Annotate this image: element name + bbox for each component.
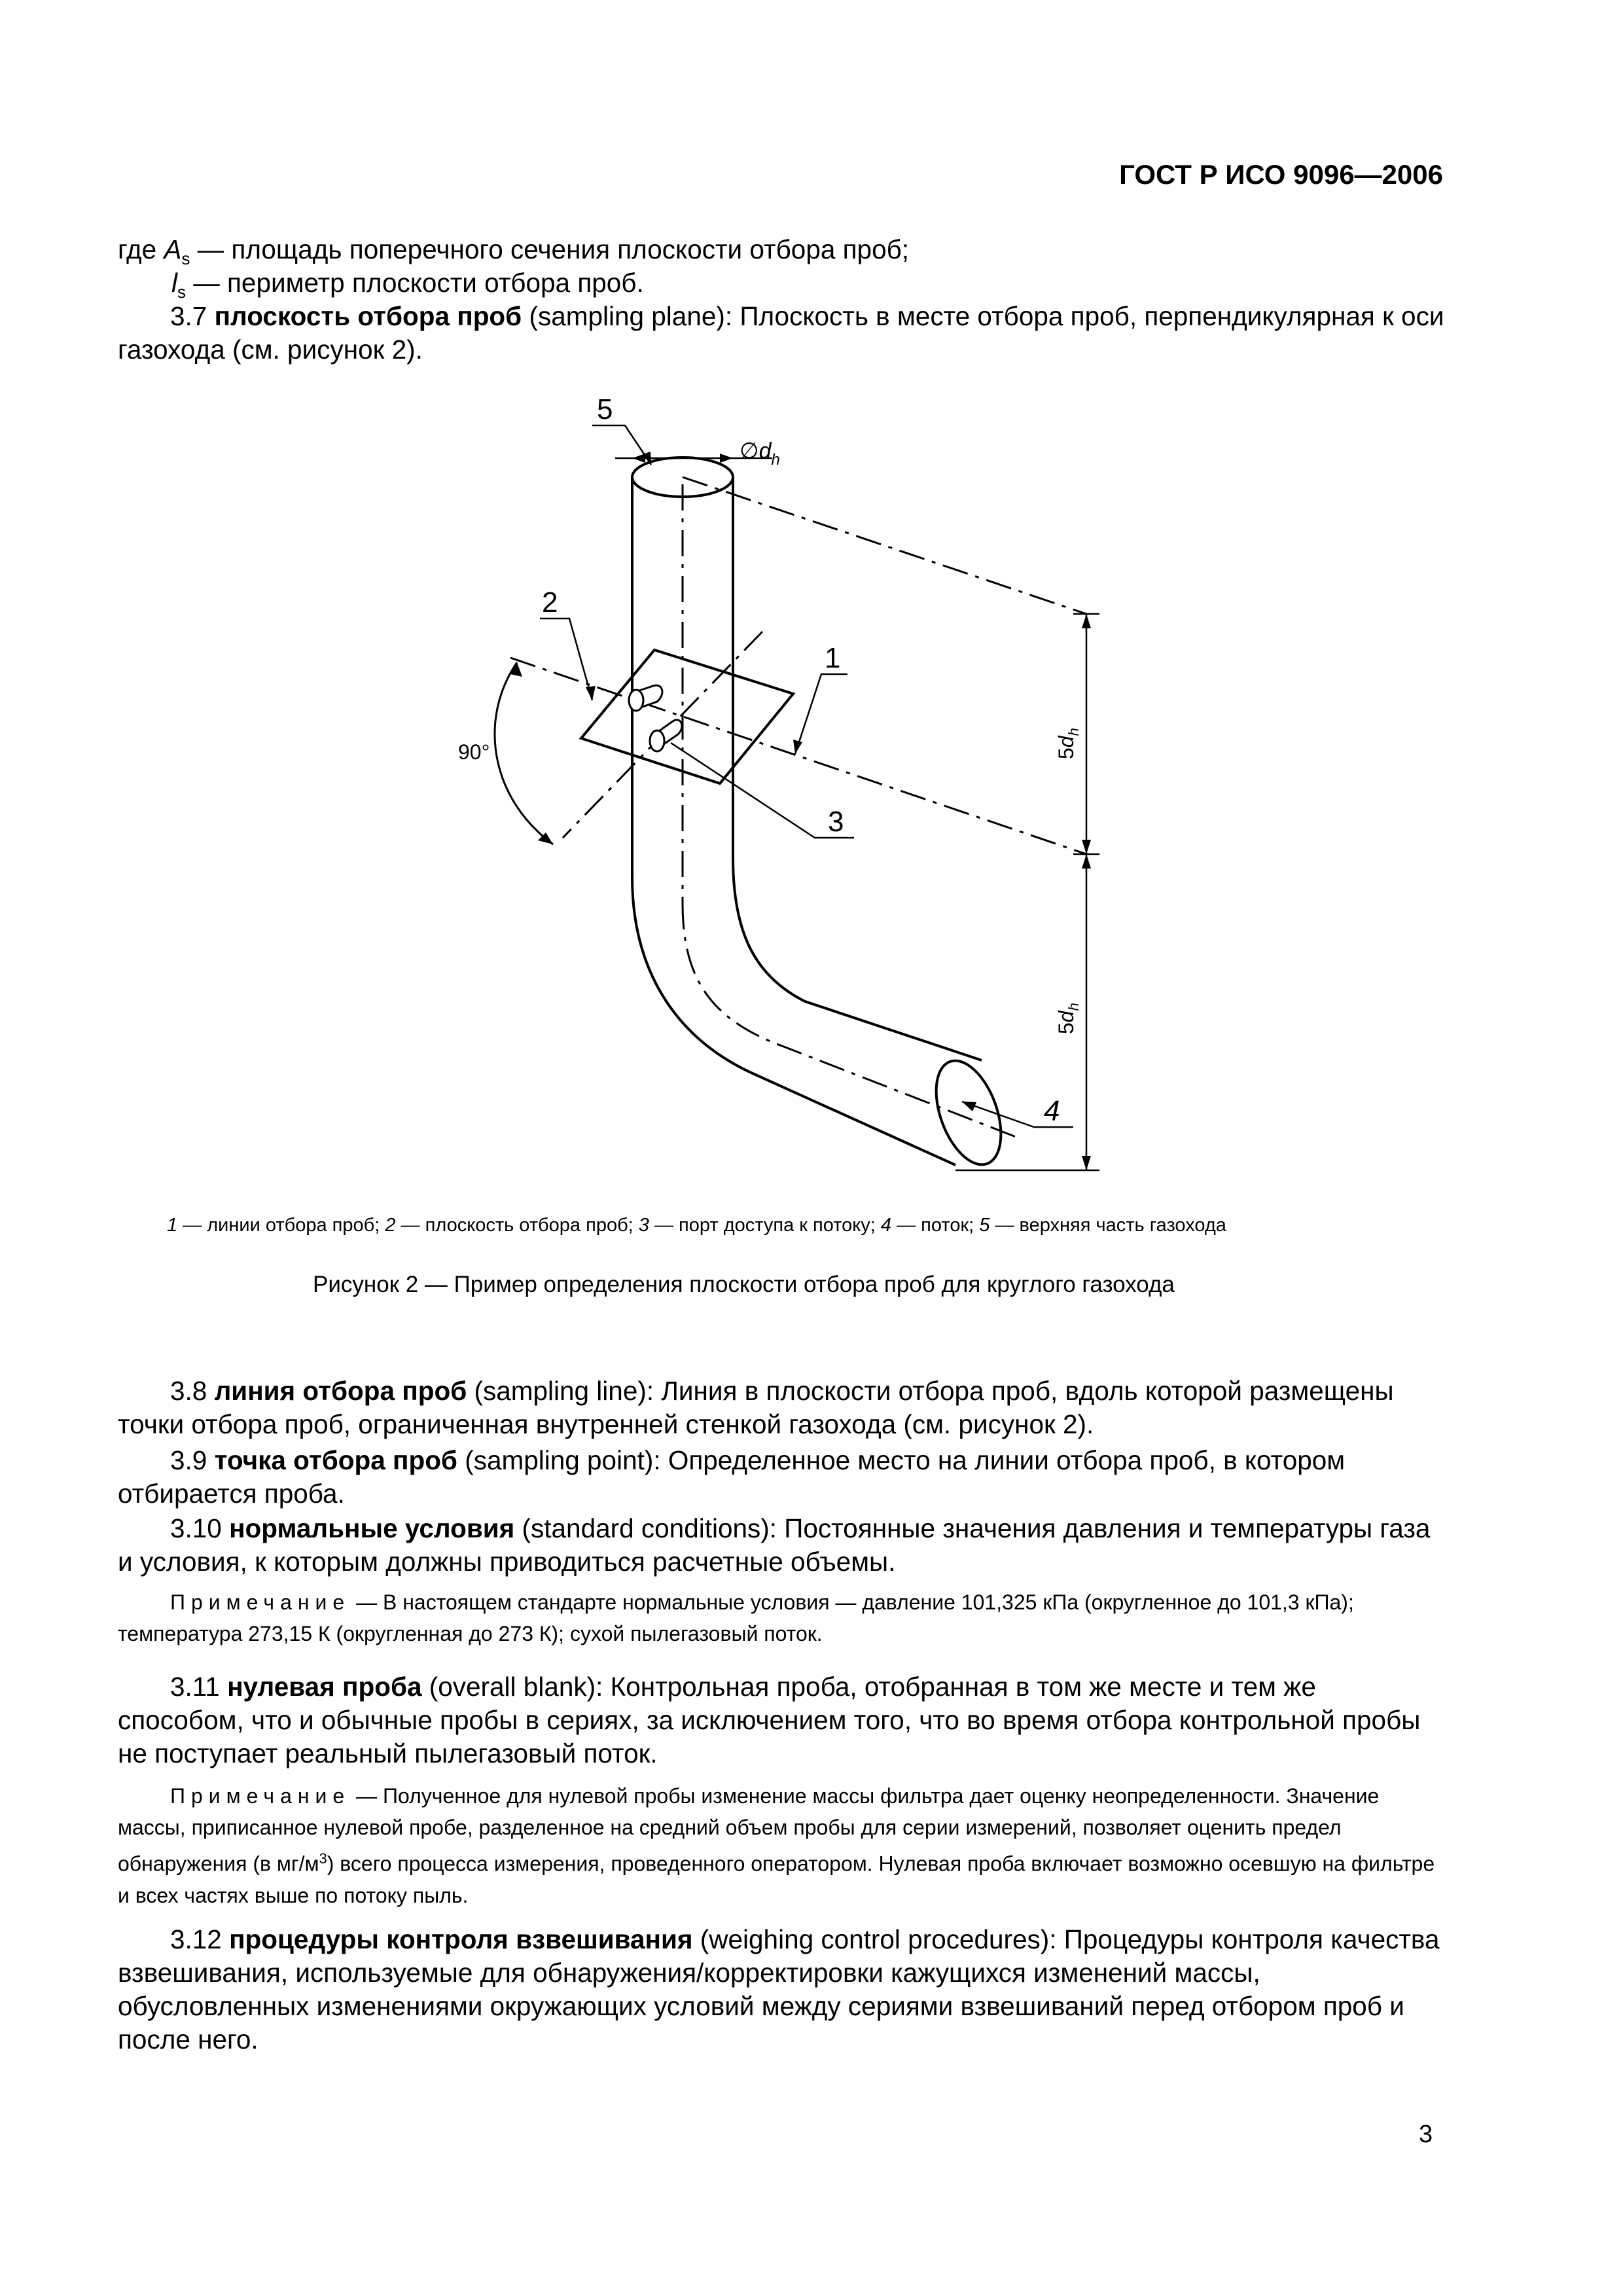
angle-label: 90° xyxy=(458,740,490,764)
duct-outlet-ellipse xyxy=(923,1052,1014,1173)
page-number: 3 xyxy=(1419,2121,1433,2148)
leader-2-arrow xyxy=(586,686,596,700)
leader-4-arrow xyxy=(962,1102,976,1111)
ls-symbol: l xyxy=(171,268,177,298)
dimension-label-upper: $5d_h$ xyxy=(1054,728,1082,759)
term-standard-conditions: нормальные условия xyxy=(229,1513,515,1543)
document-header: ГОСТ Р ИСО 9096—2006 xyxy=(1119,159,1443,190)
section-3-9: 3.9 точка отбора проб (sampling point): Определенное место на линии отбора проб, в котором отбирается проба. xyxy=(118,1445,1346,1509)
leader-1-arrow xyxy=(793,740,802,754)
term-sampling-plane: плоскость отбора проб xyxy=(214,301,522,331)
duct-outer-bend xyxy=(632,877,955,1165)
diameter-arrow-right xyxy=(720,454,733,463)
term-sampling-point: точка отбора проб xyxy=(214,1445,457,1475)
note-standard-conditions: Примечание — В настоящем стандарте нормальные условия — давление 101,325 кПа (округленное до 101,3 кПа); температура 273,15 К (округленная до 273 К); сухой пылегазовый поток. xyxy=(118,1590,1354,1645)
term-weighing-control-procedures: процедуры контроля взвешивания xyxy=(229,1924,693,1954)
access-port-lower-opening xyxy=(650,730,664,751)
section-3-11: 3.11 нулевая проба (overall blank): Контрольная проба, отобранная в том же месте и тем же способом, что и обычные пробы в сериях, за исключением того, что во время отбора контрольной пробы не поступает реальный пылегазовый поток. xyxy=(118,1672,1421,1768)
label-2: 2 xyxy=(542,586,558,619)
definition-ls: $l_s$ — периметр плоскости отбора проб. xyxy=(171,268,644,302)
as-symbol: A xyxy=(164,234,182,264)
section-3-10: 3.10 нормальные условия (standard conditions): Постоянные значения давления и температуры газа и условия, к которым должны приводиться расчетные объемы. xyxy=(118,1513,1431,1577)
access-port-upper-opening xyxy=(629,690,643,711)
sampling-line-horizontal xyxy=(510,658,1086,854)
definition-as: где $A_s$ — площадь поперечного сечения плоскости отбора проб; xyxy=(118,234,910,269)
label-3: 3 xyxy=(828,806,844,838)
figure-caption: Рисунок 2 — Пример определения плоскости отбора проб для круглого газохода xyxy=(313,1272,1175,1297)
note-label: Примечание xyxy=(170,1784,351,1808)
section-3-8: 3.8 линия отбора проб (sampling line): Линия в плоскости отбора проб, вдоль которой размещены точки отбора проб, ограниченная внутренней стенкой газохода (см. рисунок 2). xyxy=(118,1376,1394,1439)
sampling-plane xyxy=(581,650,793,783)
label-1: 1 xyxy=(825,642,841,674)
figure-legend: 1 — линии отбора проб; 2 — плоскость отбора проб; 3 — порт доступа к потоку; 4 — поток; 5 — верхняя часть газохода xyxy=(167,1215,1226,1236)
section-3-7: 3.7 плоскость отбора проб (sampling plane): Плоскость в месте отбора проб, перпендикулярная к оси газохода (см. рисунок 2). xyxy=(118,301,1444,365)
figure-2-duct-diagram xyxy=(0,386,1623,1204)
note-label: Примечание xyxy=(170,1590,351,1614)
leader-1 xyxy=(795,674,847,754)
term-overall-blank: нулевая проба xyxy=(227,1672,422,1702)
note-overall-blank: Примечание — Полученное для нулевой пробы изменение массы фильтра дает оценку неопределенности. Значение массы, приписанное нулевой пробе, разделенное на средний объем пробы для серии измерений, позволяет оценить предел обнаружения (в $мг/м^3$) всего процесса измерения, проведенного оператором. Нулевая проба включает возможно осевшую на фильтре и всех частях выше по потоку пыль. xyxy=(118,1784,1435,1907)
term-sampling-line: линия отбора проб xyxy=(214,1376,467,1406)
angle-arc xyxy=(495,662,553,844)
label-4: 4 xyxy=(1044,1095,1060,1127)
duct-inner-bend xyxy=(733,857,982,1060)
diameter-label: $\emptyset d_h$ xyxy=(740,439,780,469)
leader-2 xyxy=(540,619,592,700)
dimension-label-lower: $5d_h$ xyxy=(1054,1003,1082,1034)
top-projection-line xyxy=(683,477,1086,614)
leader-3 xyxy=(671,743,854,838)
section-3-12: 3.12 процедуры контроля взвешивания (weighing control procedures): Процедуры контроля качества взвешивания, используемые для обнаружения/корректировки кажущихся изменений массы, обусловленных изменениями окружающих условий между сериями взвешиваний перед отбором проб и после него. xyxy=(118,1924,1440,2054)
label-5: 5 xyxy=(597,393,613,425)
